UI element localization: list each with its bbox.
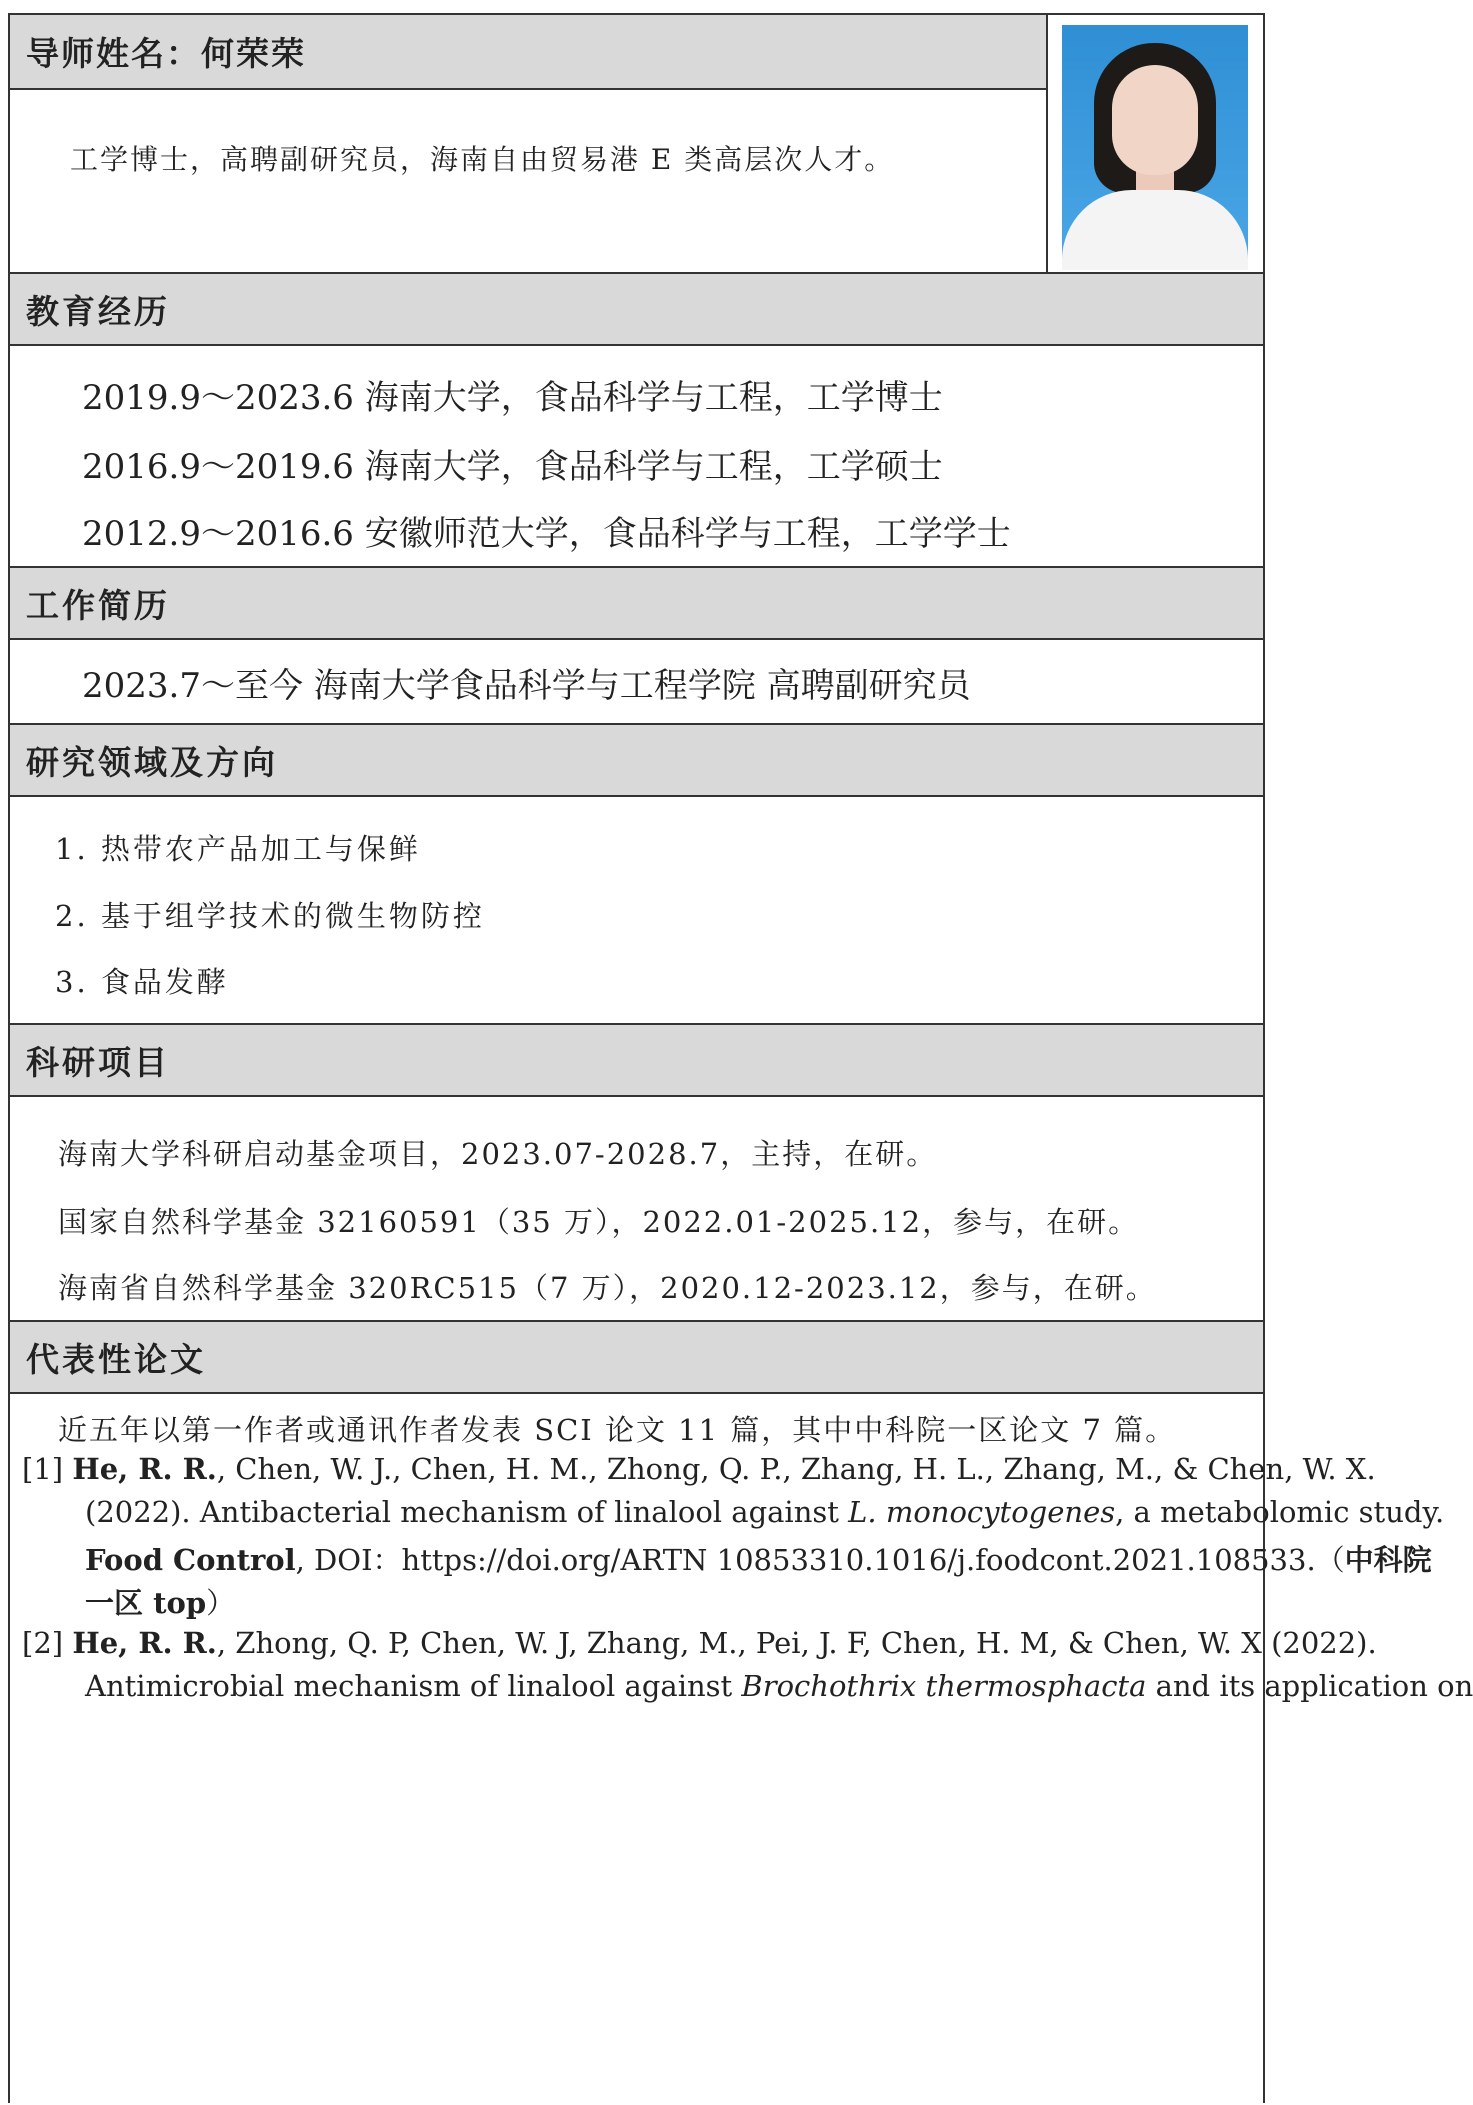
education-item: 2012.9～2016.6 安徽师范大学，食品科学与工程，工学学士 <box>82 514 1011 554</box>
research-item: 2. 基于组学技术的微生物防控 <box>55 899 485 933</box>
work-title: 工作简历 <box>26 585 170 625</box>
education-item: 2016.9～2019.6 海南大学，食品科学与工程，工学硕士 <box>82 447 943 487</box>
research-item: 3. 食品发酵 <box>55 965 229 999</box>
education-header <box>10 274 1263 346</box>
paper-text: (2022). Antibacterial mechanism of linalool against <box>85 1495 849 1529</box>
work-item: 2023.7～至今 海南大学食品科学与工程学院 高聘副研究员 <box>82 666 971 706</box>
resume-table <box>8 13 1473 2103</box>
papers-title: 代表性论文 <box>26 1339 206 1379</box>
paper-text: and its application on <box>1146 1669 1473 1703</box>
project-item: 海南大学科研启动基金项目，2023.07-2028.7，主持，在研。 <box>58 1137 938 1171</box>
education-body <box>10 346 1263 568</box>
summary-cell <box>10 90 1046 274</box>
paper-authors: , Zhong, Q. P, Chen, W. J, Zhang, M., Pei, J. F, Chen, H. M, & Chen, W. X (2022). <box>216 1626 1377 1660</box>
summary-text: 工学博士，高聘副研究员，海南自由贸易港 E 类高层次人才。 <box>70 143 895 176</box>
project-item: 海南省自然科学基金 320RC515（7 万），2020.12-2023.12，参与，在研。 <box>58 1271 1157 1305</box>
portrait-photo <box>1062 25 1248 263</box>
projects-header <box>10 1025 1263 1097</box>
paper-authors: , Chen, W. J., Chen, H. M., Zhong, Q. P., Zhang, H. L., Zhang, M., & Chen, W. X. <box>216 1452 1376 1486</box>
name-header <box>10 15 1046 90</box>
paper-text: , a metabolomic study. <box>1115 1495 1445 1529</box>
research-header <box>10 725 1263 797</box>
photo-cell <box>1046 15 1263 274</box>
work-body <box>10 640 1263 725</box>
paper-tag: 一区 top <box>85 1586 207 1620</box>
research-item: 1. 热带农产品加工与保鲜 <box>55 832 421 866</box>
paper-tag-close: ） <box>206 1586 236 1620</box>
education-title: 教育经历 <box>26 291 170 331</box>
papers-intro: 近五年以第一作者或通讯作者发表 SCI 论文 11 篇，其中中科院一区论文 7 篇。 <box>58 1413 1177 1447</box>
paper-tag: 中科院 <box>1344 1543 1432 1577</box>
education-item: 2019.9～2023.6 海南大学，食品科学与工程，工学博士 <box>82 378 943 418</box>
paper-journal: Food Control <box>85 1543 296 1577</box>
paper-species: Brochothrix thermosphacta <box>741 1669 1147 1703</box>
paper-author: He, R. R. <box>72 1452 217 1486</box>
paper-number: [1] <box>22 1452 64 1486</box>
projects-title: 科研项目 <box>26 1042 170 1082</box>
paper-author: He, R. R. <box>72 1626 217 1660</box>
papers-body <box>10 1394 1473 2105</box>
projects-body <box>10 1097 1263 1322</box>
research-title: 研究领域及方向 <box>26 742 278 782</box>
work-header <box>10 568 1263 640</box>
research-body <box>10 797 1263 1025</box>
paper-text: Antimicrobial mechanism of linalool against <box>85 1669 742 1703</box>
paper-number: [2] <box>22 1626 64 1660</box>
paper-doi: , DOI：https://doi.org/ARTN 10853310.1016/j.foodcont.2021.108533.（ <box>295 1543 1345 1577</box>
project-item: 国家自然科学基金 32160591（35 万），2022.01-2025.12，参与，在研。 <box>58 1205 1140 1239</box>
paper-species: L. monocytogenes <box>848 1495 1116 1529</box>
papers-header <box>10 1322 1263 1394</box>
name-label: 导师姓名：何荣荣 <box>26 34 306 73</box>
